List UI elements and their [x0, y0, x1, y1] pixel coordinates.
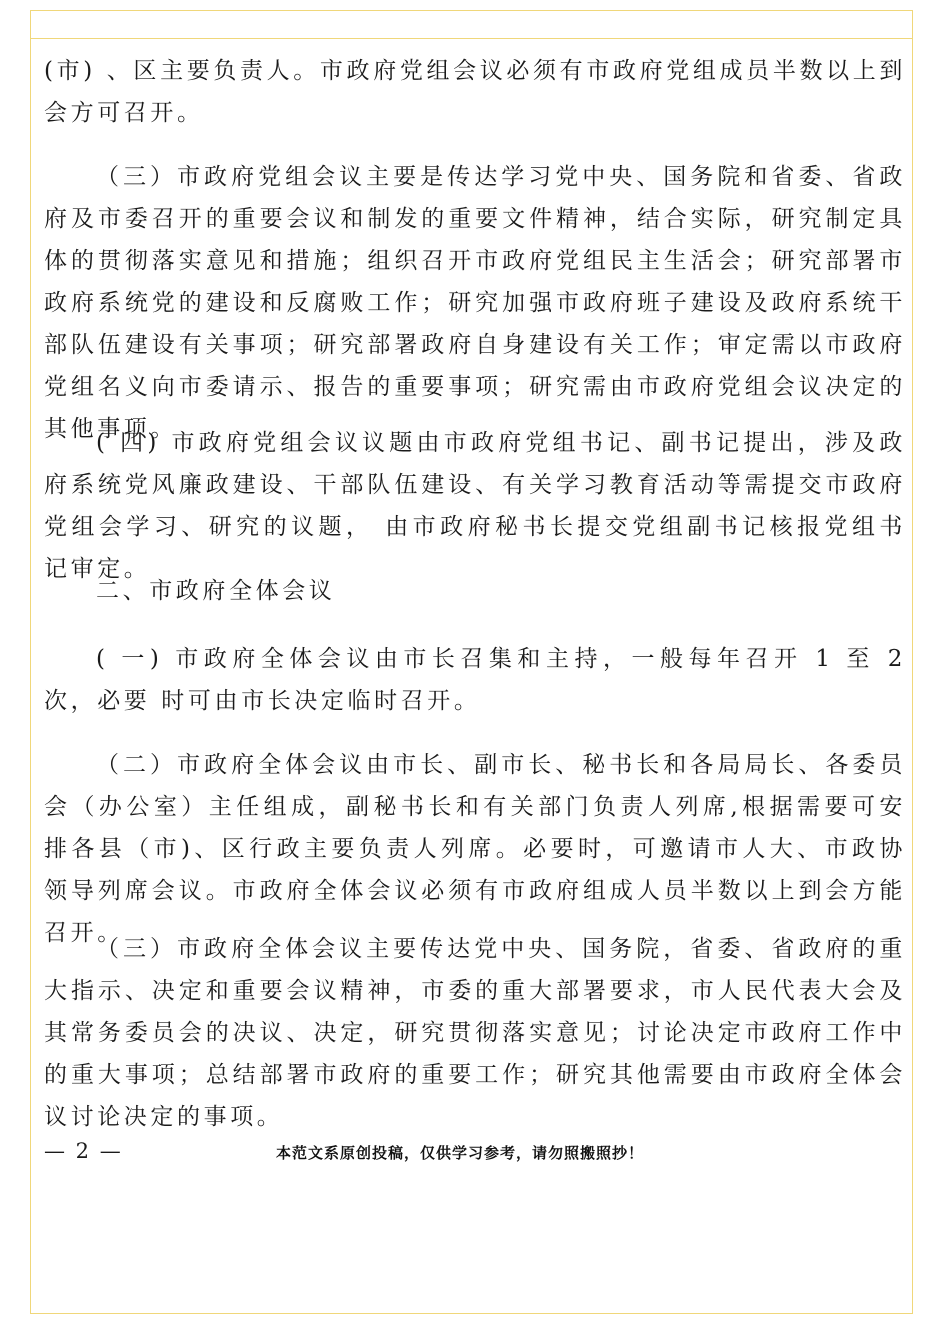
section2-paragraph-2: （二）市政府全体会议由市长、副市长、秘书长和各局局长、各委员会（办公室）主任组成，副秘书长和有关部门负责人列席,根据需要可安排各县（市)、区行政主要负责人列席。必要时，可邀请市人大、市政协领导列席会议。市政府全体会议必须有市政府组成人员半数以上到会方能召开。: [44, 752, 906, 946]
header-rule: [30, 38, 913, 39]
paragraph-item-3: （三）市政府党组会议主要是传达学习党中央、国务院和省委、省政府及市委召开的重要会议和制发的重要文件精神，结合实际，研究制定具体的贯彻落实意见和措施；组织召开市政府党组民主生活会；研究部署市政府系统党的建设和反腐败工作；研究加强市政府班子建设及政府系统干部队伍建设有关事项；研究部署政府自身建设有关工作；审定需以市政府党组名义向市委请示、报告的重要事项；研究需由市政府党组会议决定的其他事项。: [44, 164, 906, 442]
page-number: — 2 —: [44, 1139, 123, 1163]
paragraph-item-4: ( 四) 市政府党组会议议题由市政府党组书记、副书记提出，涉及政府系统党风廉政建设、干部队伍建设、有关学习教育活动等需提交市政府党组会学习、研究的议题， 由市政府秘书长提交党组副书记核报党组书记审定。: [44, 430, 906, 582]
section2-paragraph-3: （三）市政府全体会议主要传达党中央、国务院，省委、省政府的重大指示、决定和重要会议精神，市委的重大部署要求，市人民代表大会及其常务委员会的决议、决定，研究贯彻落实意见；讨论决定市政府工作中的重大事项；总结部署市政府的重要工作；研究其他需要由市政府全体会议讨论决定的事项。: [44, 936, 906, 1130]
section2-paragraph-1: ( 一) 市政府全体会议由市长召集和主持，一般每年召开 1 至 2 次，必要 时可由市长决定临时召开。: [44, 646, 906, 714]
paragraph-continuation: (市) 、区主要负责人。市政府党组会议必须有市政府党组成员半数以上到会方可召开。: [44, 58, 906, 126]
footer-notice: 本范文系原创投稿，仅供学习参考，请勿照搬照抄！: [276, 1144, 645, 1162]
section-heading-2: 二、市政府全体会议: [96, 578, 336, 604]
